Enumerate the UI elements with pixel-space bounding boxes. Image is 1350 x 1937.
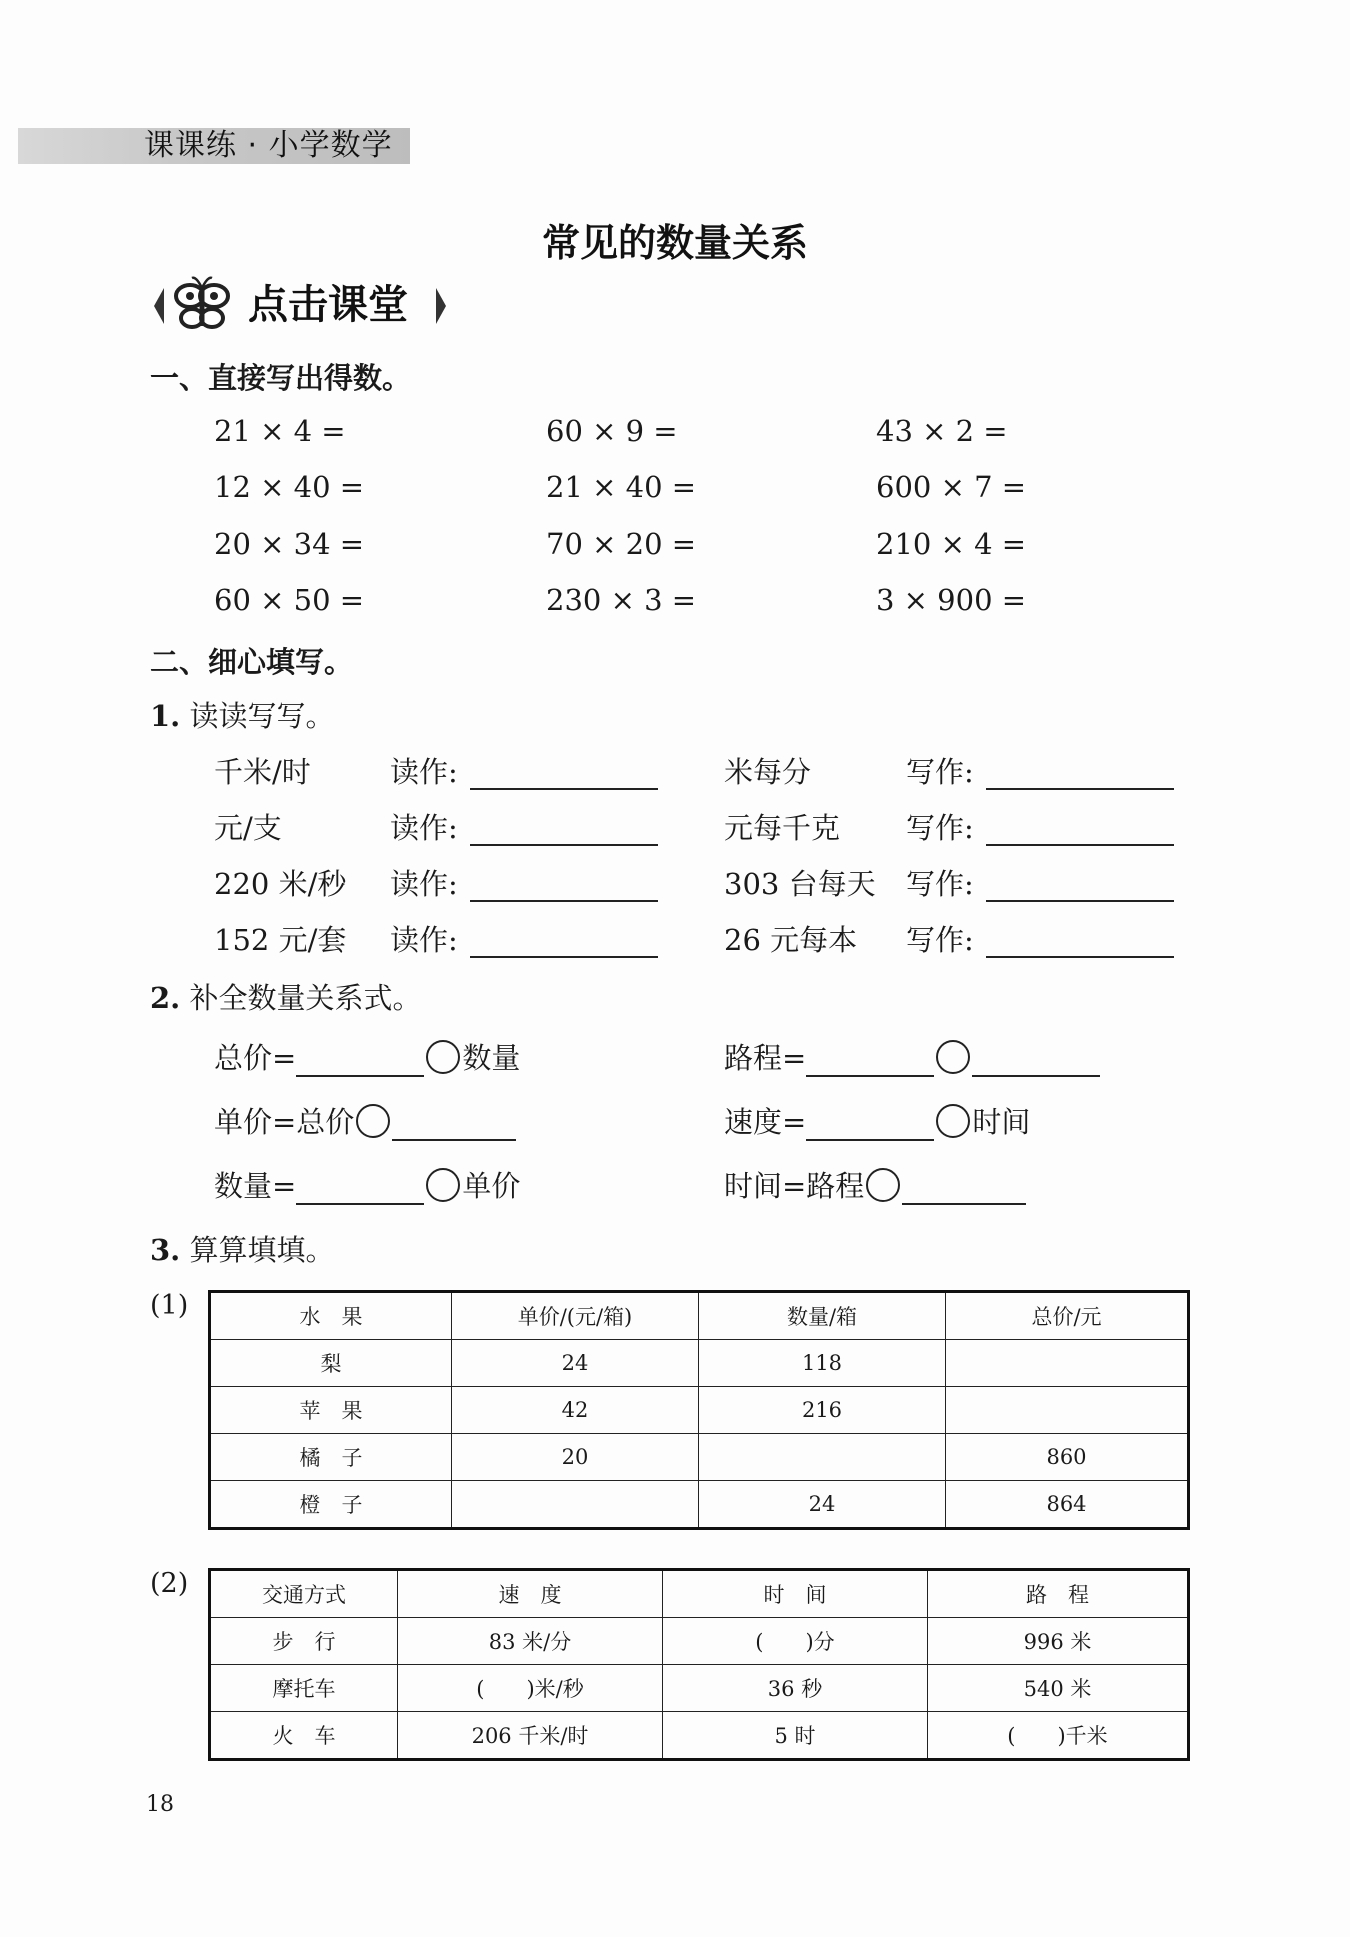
- answer-blank[interactable]: [986, 922, 1174, 958]
- table-row: [210, 1481, 1189, 1529]
- q1-unit: 26 元每本: [724, 923, 858, 957]
- table-cell: 216: [699, 1387, 946, 1434]
- q1-unit: 元/支: [214, 811, 282, 845]
- table-cell: 梨: [210, 1340, 452, 1387]
- table-cell-blank[interactable]: [946, 1340, 1189, 1387]
- q2-formula-speed: [724, 1100, 1030, 1141]
- table-header-row: [210, 1570, 1189, 1618]
- q1-title-text: 读读写写。: [189, 699, 335, 733]
- table-row: [210, 1665, 1189, 1712]
- table-header-cell: 路 程: [928, 1570, 1189, 1618]
- table-cell: 橘 子: [210, 1434, 452, 1481]
- q1-write-label: 写作:: [906, 755, 974, 789]
- calc-item: 60 × 50 =: [214, 583, 365, 617]
- q1-read-label: 读作:: [390, 755, 458, 789]
- formula-text: 单价: [462, 1169, 521, 1203]
- q1-read-label: 读作:: [390, 811, 458, 845]
- table-cell: 860: [946, 1434, 1189, 1481]
- fruit-price-table: [208, 1290, 1190, 1530]
- table-row: [210, 1618, 1189, 1665]
- formula-text: 总价=: [214, 1041, 297, 1075]
- table2-label: (2): [150, 1568, 189, 1599]
- q1-read-label: 读作:: [390, 867, 458, 901]
- answer-blank[interactable]: [296, 1169, 424, 1205]
- q1-write-label: 写作:: [906, 923, 974, 957]
- calc-item: 3 × 900 =: [876, 583, 1027, 617]
- formula-text: 数量: [462, 1041, 521, 1075]
- q3-title: [150, 1228, 335, 1269]
- answer-blank[interactable]: [392, 1105, 516, 1141]
- table1-label: (1): [150, 1290, 189, 1321]
- table-cell-blank[interactable]: [699, 1434, 946, 1481]
- butterfly-icon: [176, 278, 228, 327]
- q2-formula-unit-price: [214, 1100, 516, 1141]
- table-cell: 206 千米/时: [398, 1712, 663, 1760]
- table-cell: 步 行: [210, 1618, 398, 1665]
- q1-unit: 米每分: [724, 755, 812, 789]
- table-cell: 5 时: [663, 1712, 928, 1760]
- table-header-cell: 交通方式: [210, 1570, 398, 1618]
- section1-heading: 一、直接写出得数。: [150, 361, 412, 395]
- q2-formula-quantity: [214, 1164, 520, 1205]
- calc-item: 12 × 40 =: [214, 470, 365, 504]
- table-cell: 火 车: [210, 1712, 398, 1760]
- table-cell: 540 米: [928, 1665, 1189, 1712]
- table-header-cell: 水 果: [210, 1292, 452, 1340]
- table-cell: 996 米: [928, 1618, 1189, 1665]
- table-cell-blank[interactable]: ( )米/秒: [398, 1665, 663, 1712]
- answer-blank[interactable]: [972, 1041, 1100, 1077]
- calc-item: 600 × 7 =: [876, 470, 1027, 504]
- operator-circle[interactable]: [426, 1168, 460, 1202]
- answer-blank[interactable]: [296, 1041, 424, 1077]
- q2-title: [150, 976, 422, 1017]
- q2-number: 2.: [150, 981, 181, 1015]
- table-row: [210, 1712, 1189, 1760]
- calc-item: 21 × 4 =: [214, 414, 346, 448]
- formula-text: 时间=路程: [724, 1169, 865, 1203]
- q3-number: 3.: [150, 1233, 181, 1267]
- answer-blank[interactable]: [470, 922, 658, 958]
- answer-blank[interactable]: [806, 1041, 934, 1077]
- calc-item: 230 × 3 =: [546, 583, 697, 617]
- table-header-cell: 速 度: [398, 1570, 663, 1618]
- q1-number: 1.: [150, 699, 181, 733]
- section2-heading: 二、细心填写。: [150, 645, 354, 679]
- q1-unit: 元每千克: [724, 811, 841, 845]
- q1-write-label: 写作:: [906, 867, 974, 901]
- header-banner-text: 课课练 · 小学数学: [144, 128, 393, 163]
- calc-item: 20 × 34 =: [214, 527, 365, 561]
- calc-item: 60 × 9 =: [546, 414, 678, 448]
- calc-item: 70 × 20 =: [546, 527, 697, 561]
- section-tag-label: 点击课堂: [248, 282, 408, 328]
- answer-blank[interactable]: [986, 754, 1174, 790]
- table-cell-blank[interactable]: ( )分: [663, 1618, 928, 1665]
- table-header-cell: 时 间: [663, 1570, 928, 1618]
- formula-text: 速度=: [724, 1105, 807, 1139]
- table-cell: 864: [946, 1481, 1189, 1529]
- table-row: [210, 1340, 1189, 1387]
- formula-text: 路程=: [724, 1041, 807, 1075]
- formula-text: 数量=: [214, 1169, 297, 1203]
- answer-blank[interactable]: [902, 1169, 1026, 1205]
- table-header-row: [210, 1292, 1189, 1340]
- answer-blank[interactable]: [470, 810, 658, 846]
- operator-circle[interactable]: [426, 1040, 460, 1074]
- table-cell: 苹 果: [210, 1387, 452, 1434]
- page-number: 18: [146, 1792, 174, 1817]
- q2-formula-total-price: [214, 1036, 520, 1077]
- table-cell: 42: [452, 1387, 699, 1434]
- answer-blank[interactable]: [986, 810, 1174, 846]
- q1-unit: 303 台每天: [724, 867, 876, 901]
- formula-text: 时间: [972, 1105, 1031, 1139]
- table-cell: 36 秒: [663, 1665, 928, 1712]
- q2-title-text: 补全数量关系式。: [189, 981, 422, 1015]
- table-row: [210, 1434, 1189, 1481]
- table-cell: 20: [452, 1434, 699, 1481]
- transport-table: [208, 1568, 1190, 1761]
- q1-write-label: 写作:: [906, 811, 974, 845]
- table-cell: 24: [699, 1481, 946, 1529]
- answer-blank[interactable]: [986, 866, 1174, 902]
- calc-item: 43 × 2 =: [876, 414, 1008, 448]
- table-cell-blank[interactable]: [452, 1481, 699, 1529]
- table-cell-blank[interactable]: ( )千米: [928, 1712, 1189, 1760]
- q2-formula-distance: [724, 1036, 1100, 1077]
- table-header-cell: 单价/(元/箱): [452, 1292, 699, 1340]
- table-header-cell: 数量/箱: [699, 1292, 946, 1340]
- table-cell: 83 米/分: [398, 1618, 663, 1665]
- operator-circle[interactable]: [356, 1104, 390, 1138]
- q1-unit: 220 米/秒: [214, 867, 347, 901]
- calc-item: 21 × 40 =: [546, 470, 697, 504]
- operator-circle[interactable]: [936, 1104, 970, 1138]
- q1-unit: 千米/时: [214, 755, 311, 789]
- formula-text: 单价=总价: [214, 1105, 355, 1139]
- q2-formula-time: [724, 1164, 1026, 1205]
- answer-blank[interactable]: [470, 866, 658, 902]
- answer-blank[interactable]: [806, 1105, 934, 1141]
- table-cell: 摩托车: [210, 1665, 398, 1712]
- page-title: 常见的数量关系: [541, 221, 808, 265]
- table-cell: 118: [699, 1340, 946, 1387]
- table-cell: 橙 子: [210, 1481, 452, 1529]
- table-header-cell: 总价/元: [946, 1292, 1189, 1340]
- table-row: [210, 1387, 1189, 1434]
- q1-unit: 152 元/套: [214, 923, 347, 957]
- calc-item: 210 × 4 =: [876, 527, 1027, 561]
- q3-title-text: 算算填填。: [189, 1233, 335, 1267]
- table-cell-blank[interactable]: [946, 1387, 1189, 1434]
- operator-circle[interactable]: [936, 1040, 970, 1074]
- operator-circle[interactable]: [866, 1168, 900, 1202]
- q1-title: [150, 694, 335, 735]
- q1-read-label: 读作:: [390, 923, 458, 957]
- table-cell: 24: [452, 1340, 699, 1387]
- answer-blank[interactable]: [470, 754, 658, 790]
